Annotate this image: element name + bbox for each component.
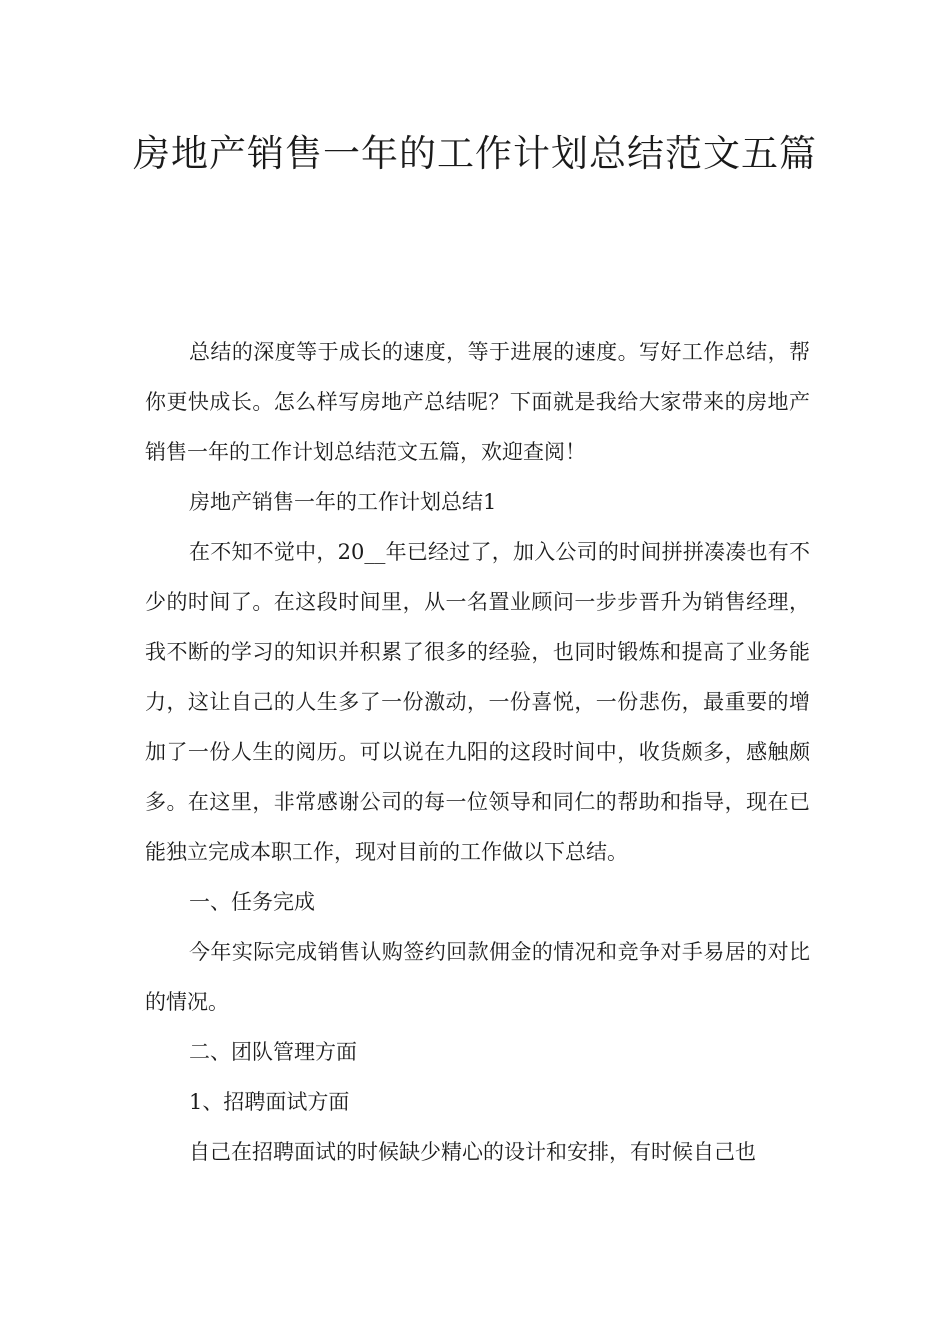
section-heading-1: 房地产销售一年的工作计划总结1 bbox=[189, 490, 497, 514]
subheading-team-management: 二、团队管理方面 bbox=[189, 1040, 357, 1064]
document-title: 房地产销售一年的工作计划总结范文五篇 bbox=[133, 132, 817, 175]
subheading-task-completion: 一、任务完成 bbox=[189, 890, 315, 914]
intro-paragraph: 总结的深度等于成长的速度，等于进展的速度。写好工作总结，帮你更快成长。怎么样写房地产总结呢？下面就是我给大家带来的房地产销售一年的工作计划总结范文五篇，欢迎查阅！ bbox=[145, 340, 810, 464]
body-paragraph: 在不知不觉中，20__年已经过了，加入公司的时间拼拼凑凑也有不少的时间了。在这段时间里，从一名置业顾问一步步晋升为销售经理，我不断的学习的知识并积累了很多的经验，也同时锻炼和提高了业务能力，这让自己的人生多了一份激动，一份喜悦，一份悲伤，最重要的增加了一份人生的阅历。可以说在九阳的这段时间中，收货颇多，感触颇多。在这里，非常感谢公司的每一位领导和同仁的帮助和指导，现在已能独立完成本职工作，现对目前的工作做以下总结。 bbox=[145, 540, 810, 864]
document-body bbox=[145, 327, 810, 1177]
body-paragraph: 今年实际完成销售认购签约回款佣金的情况和竞争对手易居的对比的情况。 bbox=[145, 940, 810, 1014]
body-paragraph: 自己在招聘面试的时候缺少精心的设计和安排，有时候自己也 bbox=[189, 1140, 756, 1164]
subheading-recruitment: 1、招聘面试方面 bbox=[189, 1090, 350, 1114]
